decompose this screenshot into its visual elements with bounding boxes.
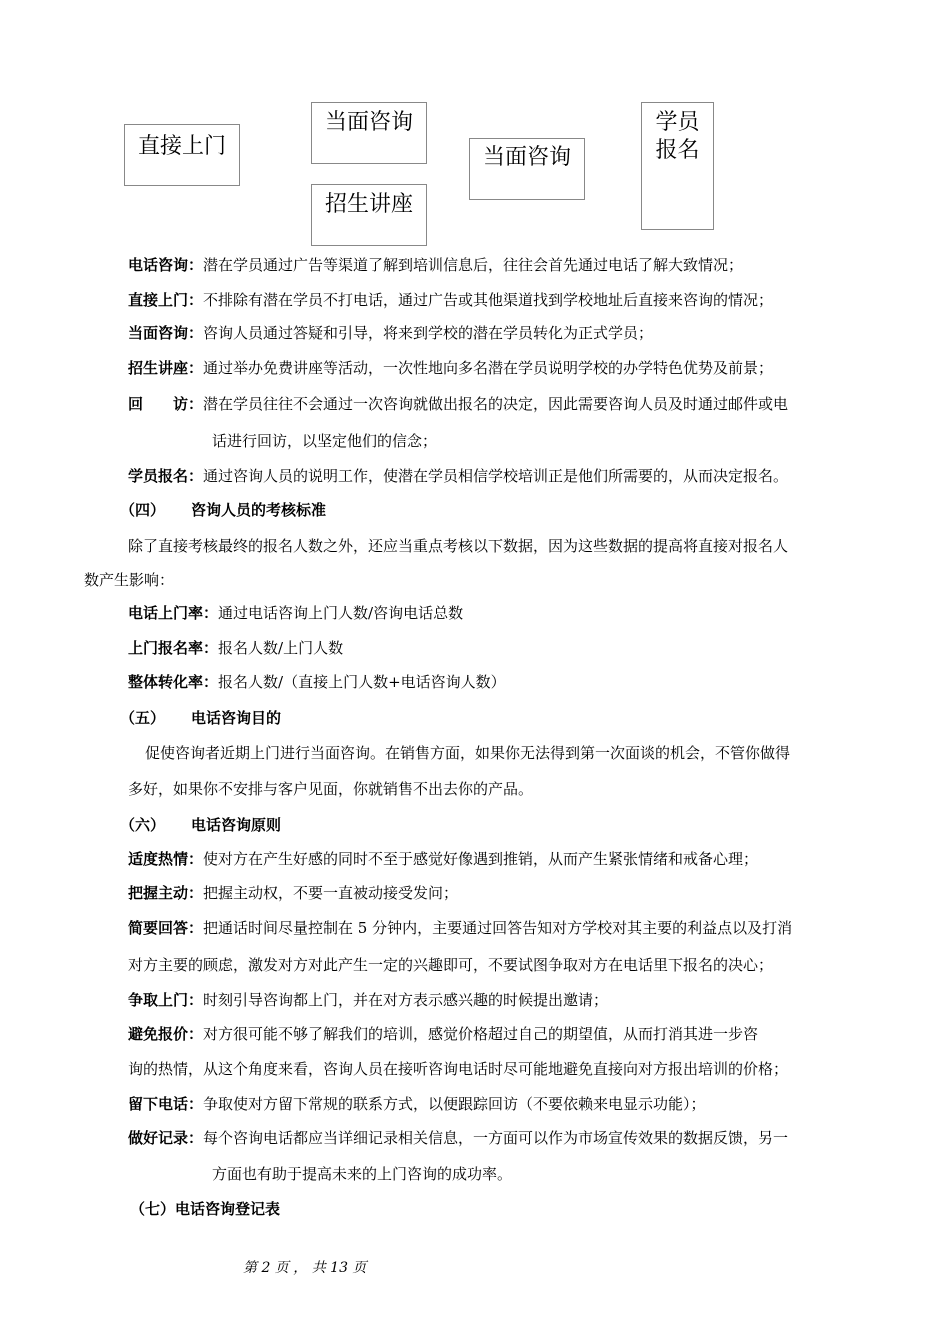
def-text: 潜在学员通过广告等渠道了解到培训信息后，往往会首先通过电话了解大致情况； bbox=[203, 256, 744, 274]
def-text: 咨询人员通过答疑和引导，将来到学校的潜在学员转化为正式学员； bbox=[203, 324, 654, 342]
principle-text: 把通话时间尽量控制在 5 分钟内，主要通过回答告知对方学校对其主要的利益点以及打消 bbox=[203, 919, 793, 937]
def-term: 学员报名 bbox=[128, 467, 189, 485]
def-text: 不排除有潜在学员不打电话，通过广告或其他渠道找到学校地址后直接来咨询的情况； bbox=[203, 291, 774, 309]
principle-text: 使对方在产生好感的同时不至于感觉好像遇到推销，从而产生紧张情绪和戒备心理； bbox=[203, 850, 759, 868]
principle-brief-answer bbox=[128, 918, 792, 938]
flow-box-label-line1: 学员 bbox=[655, 110, 700, 135]
metric-enroll-rate bbox=[128, 638, 343, 658]
sec4-paragraph-line2: 数产生影响： bbox=[84, 571, 175, 589]
principle-initiative bbox=[128, 883, 458, 903]
principle-term: 留下电话 bbox=[128, 1095, 189, 1113]
section-heading-4 bbox=[120, 500, 326, 520]
sec5-paragraph-line1: 促使咨询者近期上门进行当面咨询。在销售方面，如果你无法得到第一次面谈的机会，不管你做得 bbox=[145, 744, 791, 762]
principle-term: 简要回答 bbox=[128, 919, 189, 937]
page-footer: 第 2 页 ， 共 13 页 bbox=[243, 1260, 367, 1276]
sec4-paragraph-line1: 除了直接考核最终的报名人数之外，还应当重点考核以下数据，因为这些数据的提高将直接对报名人 bbox=[128, 537, 789, 555]
metric-text: 报名人数/上门人数 bbox=[218, 639, 344, 657]
def-text: 潜在学员往往不会通过一次咨询就做出报名的决定，因此需要咨询人员及时通过邮件或电 bbox=[203, 395, 789, 413]
principle-term: 避免报价 bbox=[128, 1025, 189, 1043]
principle-get-phone bbox=[128, 1094, 706, 1114]
colon: ： bbox=[188, 1095, 204, 1113]
flow-box-label: 招生讲座 bbox=[324, 192, 413, 217]
def-term: 回 访 bbox=[128, 395, 189, 413]
colon: ： bbox=[188, 467, 204, 485]
principle-term: 把握主动 bbox=[128, 884, 189, 902]
colon: ： bbox=[188, 884, 204, 902]
section-heading-6 bbox=[120, 815, 281, 835]
colon: ： bbox=[203, 639, 219, 657]
principle-brief-answer-cont: 对方主要的顾虑，激发对方对此产生一定的兴趣即可，不要试图争取对方在电话里下报名的决心； bbox=[128, 956, 774, 974]
section-heading-5 bbox=[120, 708, 281, 728]
principle-avoid-quote bbox=[128, 1024, 758, 1044]
def-direct-visit bbox=[128, 290, 773, 310]
colon: ： bbox=[188, 256, 204, 274]
section-number: （五） bbox=[120, 709, 166, 727]
section-heading-7: （七）电话咨询登记表 bbox=[130, 1200, 281, 1218]
colon: ： bbox=[188, 919, 204, 937]
def-term: 电话咨询 bbox=[128, 256, 189, 274]
principle-invite-visit bbox=[128, 990, 608, 1010]
section-number: （六） bbox=[120, 816, 166, 834]
metric-text: 报名人数/（直接上门人数+电话咨询人数） bbox=[218, 673, 506, 691]
def-phone-consult bbox=[128, 255, 743, 275]
flow-box-label: 当面咨询 bbox=[324, 110, 413, 135]
def-term: 招生讲座 bbox=[128, 359, 189, 377]
colon: ： bbox=[188, 850, 204, 868]
principle-text: 争取使对方留下常规的联系方式，以便跟踪回访（不要依赖来电显示功能）； bbox=[203, 1095, 706, 1113]
metric-term: 电话上门率 bbox=[128, 604, 204, 622]
def-face-consult bbox=[128, 323, 653, 343]
metric-text: 通过电话咨询上门人数/咨询电话总数 bbox=[218, 604, 464, 622]
principle-text: 对方很可能不够了解我们的培训，感觉价格超过自己的期望值，从而打消其进一步咨 bbox=[203, 1025, 759, 1043]
section-title: 咨询人员的考核标准 bbox=[191, 501, 327, 519]
def-term: 当面咨询 bbox=[128, 324, 189, 342]
def-text: 通过咨询人员的说明工作，使潜在学员相信学校培训正是他们所需要的，从而决定报名。 bbox=[203, 467, 789, 485]
principle-term: 适度热情 bbox=[128, 850, 189, 868]
colon: ： bbox=[188, 991, 204, 1009]
def-text: 话进行回访，以坚定他们的信念； bbox=[212, 432, 438, 450]
principle-warmth bbox=[128, 849, 758, 869]
colon: ： bbox=[188, 291, 204, 309]
def-student-enroll bbox=[128, 466, 788, 486]
def-text: 通过举办免费讲座等活动，一次性地向多名潜在学员说明学校的办学特色优势及前景； bbox=[203, 359, 774, 377]
principle-text: 把握主动权，不要一直被动接受发问； bbox=[203, 884, 459, 902]
colon: ： bbox=[188, 359, 204, 377]
def-enroll-lecture bbox=[128, 358, 773, 378]
flow-box-face-consult-1 bbox=[311, 102, 427, 164]
colon: ： bbox=[188, 324, 204, 342]
principle-text: 每个咨询电话都应当详细记录相关信息，一方面可以作为市场宣传效果的数据反馈，另一 bbox=[203, 1129, 789, 1147]
principle-term: 做好记录 bbox=[128, 1129, 189, 1147]
section-title: 电话咨询原则 bbox=[191, 816, 282, 834]
flow-box-label: 当面咨询 bbox=[482, 145, 571, 170]
flow-box-label-line2: 报名 bbox=[655, 138, 700, 163]
def-term: 直接上门 bbox=[128, 291, 189, 309]
def-follow-up bbox=[128, 394, 788, 414]
metric-conversion-rate bbox=[128, 672, 506, 692]
def-follow-up-cont bbox=[212, 431, 437, 451]
metric-visit-rate bbox=[128, 603, 463, 623]
flow-box-label: 直接上门 bbox=[137, 134, 226, 159]
colon: ： bbox=[203, 673, 219, 691]
section-number: （四） bbox=[120, 501, 166, 519]
flow-box-face-consult-2 bbox=[469, 138, 585, 200]
flow-box-direct-visit bbox=[124, 124, 240, 186]
principle-avoid-quote-cont: 询的热情，从这个角度来看，咨询人员在接听咨询电话时尽可能地避免直接向对方报出培训的价格； bbox=[128, 1060, 789, 1078]
sec5-paragraph-line2: 多好，如果你不安排与客户见面，你就销售不出去你的产品。 bbox=[128, 780, 534, 798]
section-title: 电话咨询目的 bbox=[191, 709, 282, 727]
metric-term: 整体转化率 bbox=[128, 673, 204, 691]
principle-text: 时刻引导咨询都上门，并在对方表示感兴趣的时候提出邀请； bbox=[203, 991, 609, 1009]
flow-box-enroll-lecture bbox=[311, 184, 427, 246]
principle-keep-record-cont: 方面也有助于提高未来的上门咨询的成功率。 bbox=[212, 1165, 513, 1183]
colon: ： bbox=[188, 395, 204, 413]
colon: ： bbox=[203, 604, 219, 622]
principle-term: 争取上门 bbox=[128, 991, 189, 1009]
flow-box-student-enroll bbox=[641, 102, 714, 230]
colon: ： bbox=[188, 1129, 204, 1147]
colon: ： bbox=[188, 1025, 204, 1043]
metric-term: 上门报名率 bbox=[128, 639, 204, 657]
principle-keep-record bbox=[128, 1128, 788, 1148]
